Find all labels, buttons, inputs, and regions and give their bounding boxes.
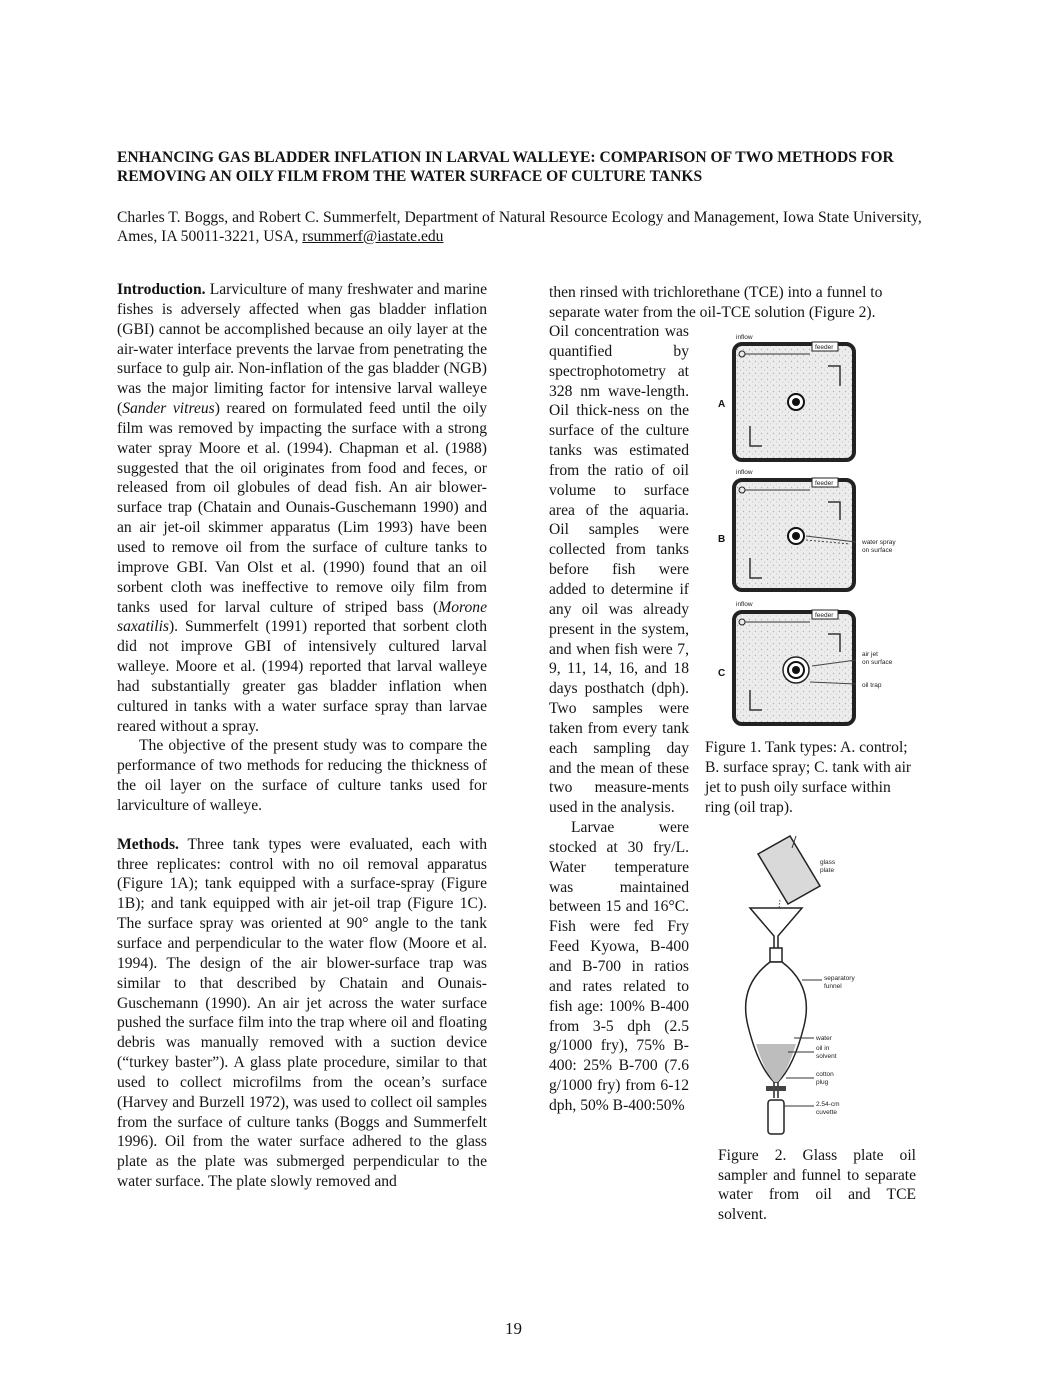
right-column-top-text: then rinsed with trichlorethane (TCE) into a funnel to separate water from the oil-TCE solution (Figure 2). <box>549 284 883 321</box>
cotton-plug-label-1: cotton <box>816 1071 834 1078</box>
introduction-paragraph-1 <box>117 280 487 736</box>
inflow-label-c: inflow <box>736 601 753 608</box>
figure-1-caption: Figure 1. Tank types: A. control; B. surface spray; C. tank with air jet to push oily surface within ring (oil trap). <box>705 739 912 816</box>
feeder-label-b: feeder <box>815 480 834 487</box>
author-affiliation <box>117 208 937 246</box>
author-text: Charles T. Boggs, and Robert C. Summerfelt, Department of Natural Resource Ecology and Management, Iowa State University, Ames, IA 50011-3221, USA, <box>117 209 922 245</box>
small-funnel <box>750 908 802 954</box>
introduction-heading: Introduction. <box>117 281 206 298</box>
intro-text-b: ) reared on formulated feed until the oily film was removed by impacting the surface with a strong water spray Moore et al. (1994). Chapman et al. (1988) suggested that the oil originates from food and feces, or released from oil globules of dead fish. An air blower-surface trap (Chatain and Ounais-Guschemann 1990) and an air jet-oil skimmer apparatus (Lim 1993) have been used to remove oil from the surface of culture tanks to improve GBI. Van Olst et al. (1990) found that an oil sorbent cloth was ineffective to remove oily film from tanks used for larval culture of striped bass ( <box>117 400 487 616</box>
species-sander: Sander vitreus <box>122 400 215 418</box>
spray-label-2: on surface <box>862 547 893 554</box>
inflow-label-b: inflow <box>736 469 753 476</box>
left-column <box>117 280 487 1192</box>
methods-paragraph <box>117 835 487 1192</box>
separatory-label-1: separatory <box>824 975 855 982</box>
intro-text-a: Larviculture of many freshwater and marine fishes is adversely affected when gas bladder inflation (GBI) cannot be accomplished because an oily layer at the air-water interface prevents the larvae from penetrating the surface to gulp air. Non-inflation of the gas bladder (NGB) was the major limiting factor for intensive larval walleye ( <box>117 281 487 418</box>
larvae-paragraph: Larvae were stocked at 30 fry/L. Water temperature was maintained between 15 and 16°C. Fish were fed Fry Feed Kyowa, B-400 and B-700 in ratios and rates related to fish age: 100% B-400 from 3-5 dph (2.5 g/1000 fry), 75% B-400: 25% B-700 (7.6 g/1000 fry) from 6-12 dph, 50% B-400:50% <box>549 819 689 1114</box>
separatory-label-2: funnel <box>824 983 842 990</box>
author-email-link[interactable]: rsummerf@iastate.edu <box>302 228 444 245</box>
glass-label-1: glass <box>820 859 836 866</box>
air-jet-label-1: air jet <box>862 651 878 658</box>
feeder-label-a: feeder <box>815 344 834 351</box>
tank-b <box>718 469 896 590</box>
cuvette-label-1: 2.54-cm <box>816 1101 840 1108</box>
oil-analysis-paragraph: Oil concentration was quantified by spectrophotometry at 328 nm wave-length. Oil thick-ness on the surface of the culture tanks was estimated from the ratio of oil volume to surface area of the aquaria. Oil samples were collected from tanks before fish were added to determine if any oil was already present in the system, and when fish were 7, 9, 11, 14, 16, and 18 days posthatch (dph). Two samples were taken from every tank each sampling day and the mean of these two measure-ments used in the analysis. <box>549 323 689 817</box>
introduction-paragraph-2: The objective of the present study was to compare the performance of two methods for reducing the thickness of the oil layer on the surface of culture tanks used for larviculture of walleye. <box>117 737 487 814</box>
tank-label-c: C <box>718 668 726 679</box>
air-jet-label-2: on surface <box>862 659 893 666</box>
page-number: 19 <box>505 1319 522 1338</box>
tank-a <box>718 334 854 460</box>
tank-label-b: B <box>718 534 726 545</box>
methods-heading: Methods. <box>117 835 179 853</box>
figure-2-caption: Figure 2. Glass plate oil sampler and funnel to separate water from oil and TCE solvent. <box>718 1147 916 1223</box>
figure-1-tank-diagram <box>700 330 940 732</box>
paper-title: ENHANCING GAS BLADDER INFLATION IN LARVAL WALLEYE: COMPARISON OF TWO METHODS FOR REMOVING AN OILY FILM FROM THE WATER SURFACE OF CULTURE TANKS <box>117 149 894 185</box>
spray-label-1: water spray <box>862 539 896 546</box>
intro-text-c: ). Summerfelt (1991) reported that sorbent cloth did not improve GBI of intensively cultured larval walleye. Moore et al. (1994) reported that larval walleye had substantially greater gas bladder inflation when cultured in tanks with a water surface spray than larvae reared without a spray. <box>117 618 487 735</box>
inflow-label-a: inflow <box>736 334 753 341</box>
glass-label-2: plate <box>820 867 835 874</box>
methods-text: Three tank types were evaluated, each with three replicates: control with no oil removal apparatus (Figure 1A); tank equipped with a surface-spray (Figure 1B); and tank equipped with air jet-oil trap (Figure 1C). The surface spray was oriented at 90° angle to the tank surface and perpendicular to the water flow (Moore et al. 1994). The design of the air blower-surface trap was similar to that described by Chatain and Ounais-Guschemann (1990). An air jet across the water surface pushed the surface film into the trap where oil and floating debris was manually removed with a suction device (“turkey baster”). A glass plate procedure, similar to that used to collect microfilms from the ocean’s surface (Harvey and Burzell 1972), was used to collect oil samples from the surface of culture tanks (Boggs and Summerfelt 1996). Oil from the water surface adhered to the glass plate as the plate was submerged perpendicular to the water surface. The plate slowly removed and <box>117 835 487 1191</box>
cotton-plug-label-2: plug <box>816 1079 829 1086</box>
tank-label-a: A <box>718 399 726 410</box>
feeder-label-c: feeder <box>815 612 834 619</box>
separatory-funnel <box>746 948 856 1134</box>
oil-trap-label: oil trap <box>862 682 882 689</box>
oil-solvent-label-2: solvent <box>816 1053 837 1060</box>
right-narrow-column <box>549 322 689 1116</box>
oil-solvent-label-1: oil in <box>816 1045 830 1052</box>
figure-2-funnel-diagram <box>730 830 880 1136</box>
tank-c <box>718 601 893 724</box>
water-label: water <box>816 1035 832 1042</box>
cuvette-label-2: cuvette <box>816 1109 837 1116</box>
species-morone: Morone saxatilis <box>117 598 487 636</box>
